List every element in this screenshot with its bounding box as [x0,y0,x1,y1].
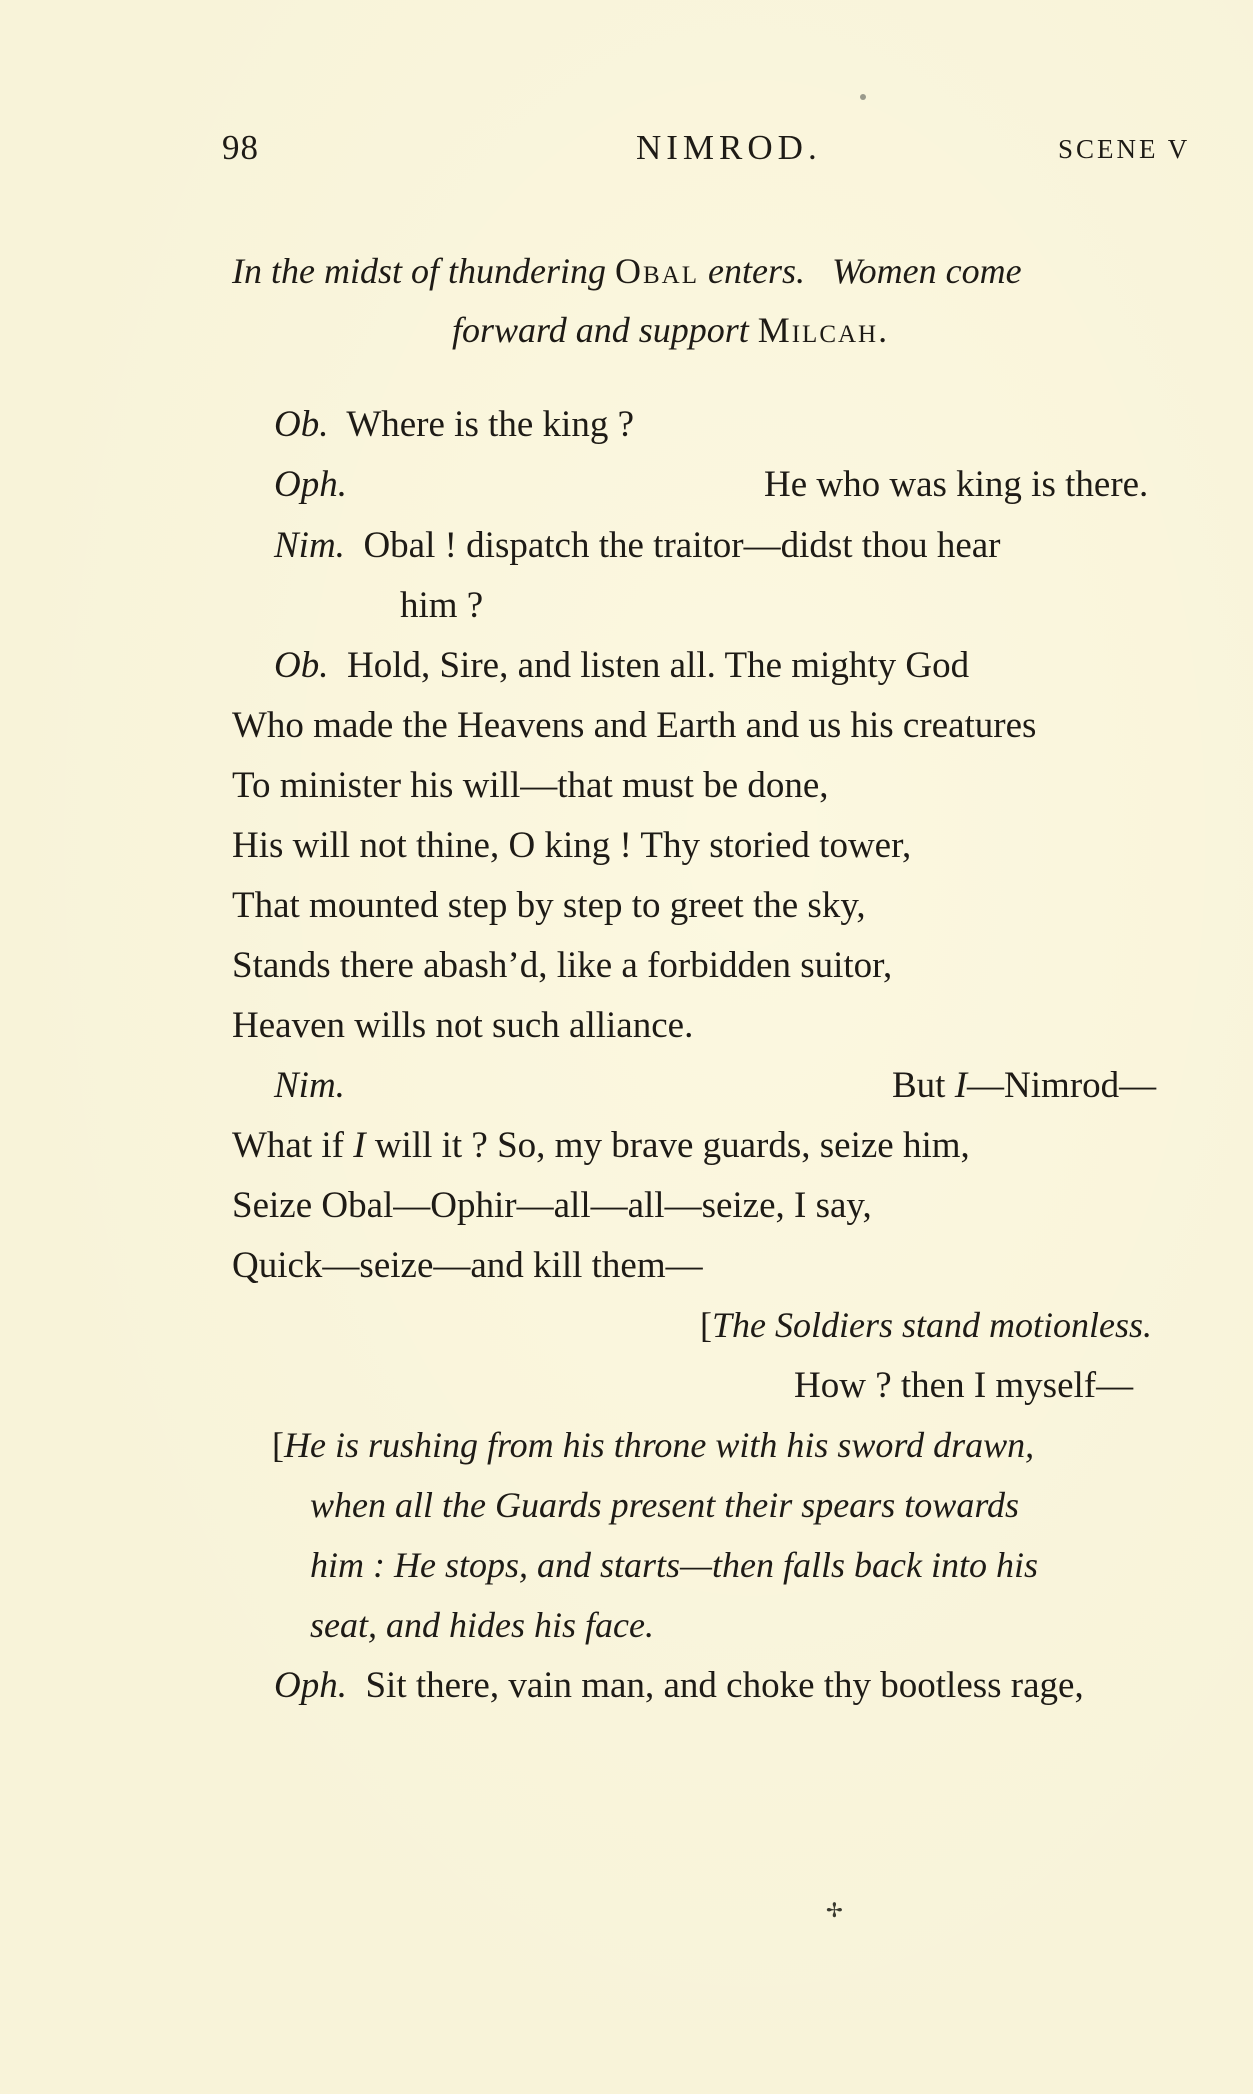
scene-label: SCENE V [1058,134,1191,164]
verse-line: Stands there abash’d, like a forbidden suitor, [232,945,893,986]
verse-line: Who made the Heavens and Earth and us his creatures [232,705,1037,746]
verse-line: Seize Obal—Ophir—all—all—seize, I say, [232,1185,872,1226]
speaker-name: Nim. [274,525,345,566]
stage-direction-opening-line2: forward and support Milcah. [452,310,890,350]
verse-line: Nim. Obal ! dispatch the traitor—didst thou hear [274,525,1001,566]
ink-speck [860,94,866,100]
running-title: NIMROD. [636,128,822,167]
stage-direction: [The Soldiers stand motionless. [700,1305,1153,1345]
verse-line: Heaven wills not such alliance. [232,1005,694,1046]
stage-direction: when all the Guards present their spears towards [310,1485,1019,1525]
verse-line: But I—Nimrod— [892,1065,1157,1106]
verse-line: His will not thine, O king ! Thy storied tower, [232,825,912,866]
speaker-name: Oph. [274,1665,347,1706]
stage-direction: [He is rushing from his throne with his sword drawn, [272,1425,1035,1465]
character-name: Obal [614,251,699,291]
speaker-name: Oph. [274,464,347,505]
speaker-name: Ob. [274,404,329,445]
verse-line: Ob. Where is the king ? [274,404,634,445]
verse-line: How ? then I myself— [794,1365,1134,1406]
verse-line: That mounted step by step to greet the sky, [232,885,866,926]
stage-direction: him : He stops, and starts—then falls back into his [310,1545,1038,1585]
speaker-name: Nim. [274,1065,345,1106]
page-number: 98 [222,128,259,167]
ink-mark: ✢ [826,1900,843,1922]
verse-line: To minister his will—that must be done, [232,765,829,806]
verse-line: Oph. Sit there, vain man, and choke thy bootless rage, [274,1665,1084,1706]
verse-line: What if I will it ? So, my brave guards, seize him, [232,1125,970,1166]
verse-line: Ob. Hold, Sire, and listen all. The mighty God [274,645,970,686]
stage-direction: seat, and hides his face. [310,1605,654,1645]
verse-line: He who was king is there. [764,464,1149,505]
verse-line: him ? [400,585,484,626]
speaker-name: Ob. [274,645,329,686]
stage-direction-opening-line1: In the midst of thundering Obal enters. Women come [232,251,1022,291]
character-name: Milcah. [757,310,890,350]
verse-line: Quick—seize—and kill them— [232,1245,703,1286]
